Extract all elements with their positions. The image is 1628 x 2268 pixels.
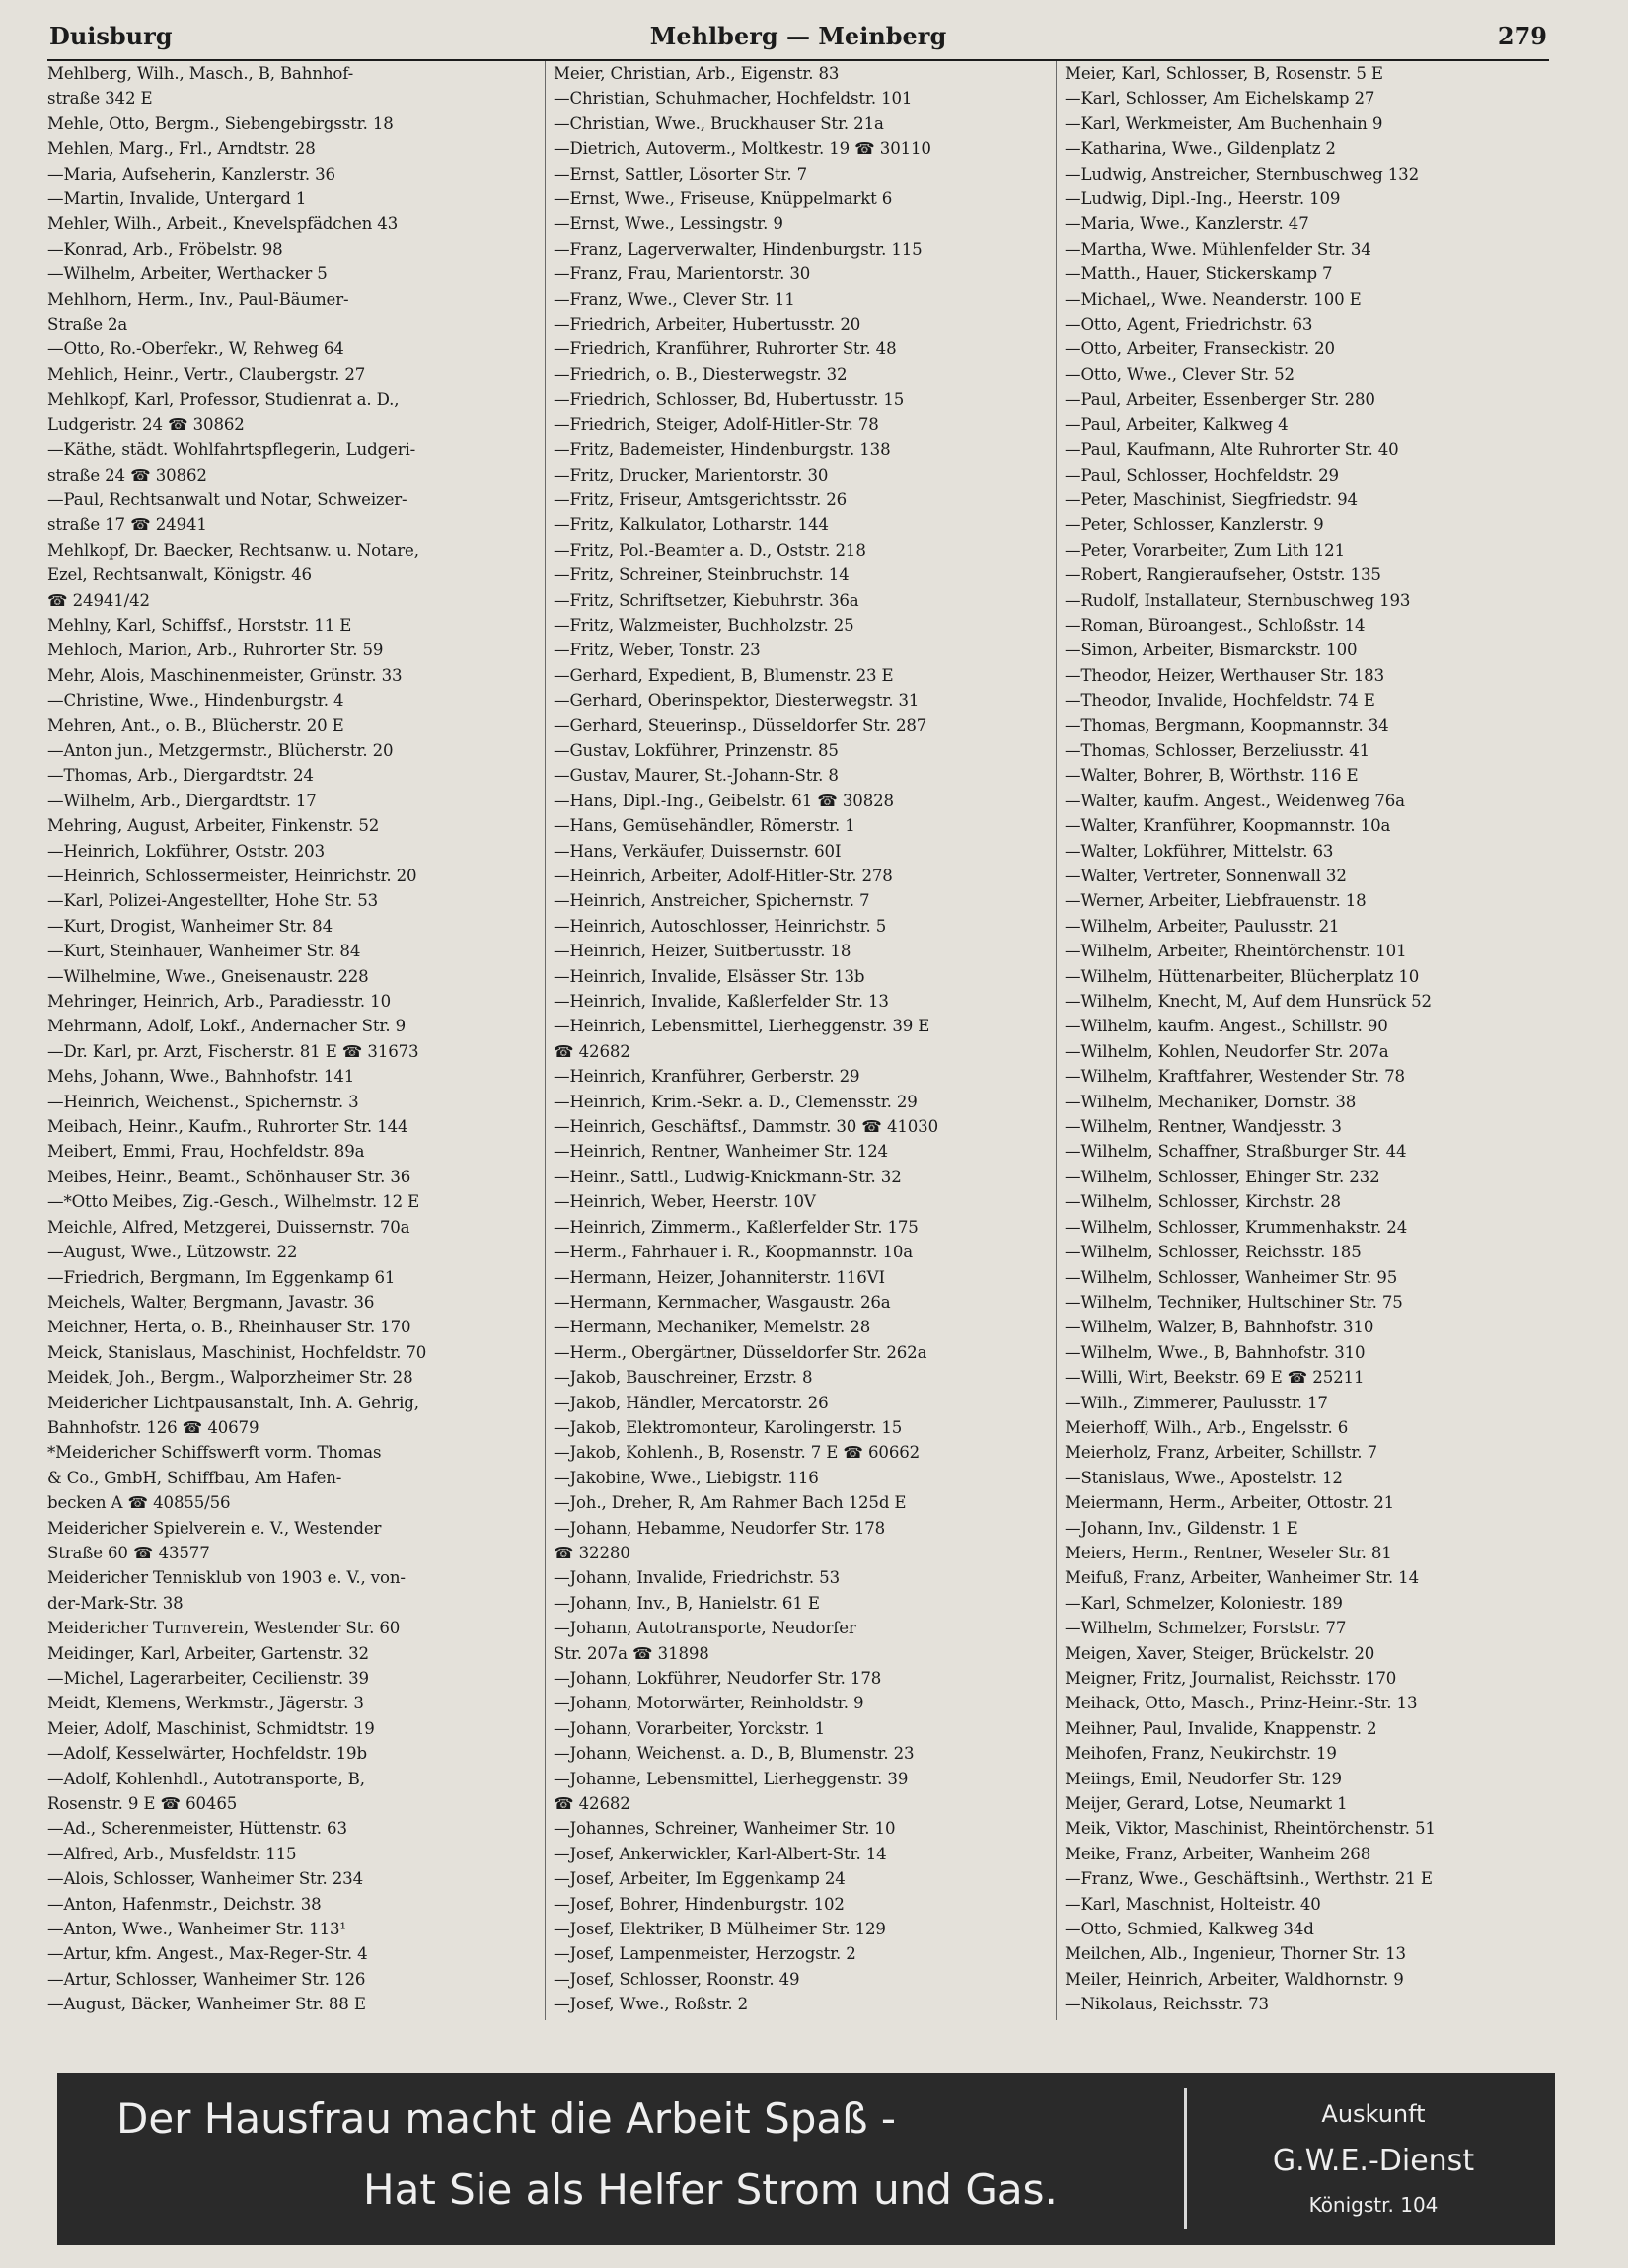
directory-entry: straße 17 ☎ 24941 [47, 515, 207, 535]
directory-entry: Mehs, Johann, Wwe., Bahnhofstr. 141 [47, 1067, 355, 1087]
directory-entry: —Wilhelm, Wwe., B, Bahnhofstr. 310 [1065, 1342, 1366, 1362]
directory-entry: Meier, Karl, Schlosser, B, Rosenstr. 5 E [1065, 64, 1383, 83]
directory-entry: Meibach, Heinr., Kaufm., Ruhrorter Str. 144 [47, 1117, 408, 1137]
directory-entry: Meidericher Spielverein e. V., Westender [47, 1518, 382, 1538]
directory-entry: —Josef, Wwe., Roßstr. 2 [554, 1995, 749, 2014]
directory-entry: Meidericher Lichtpausanstalt, Inh. A. Gehrig, [47, 1393, 419, 1412]
directory-entry: —Kurt, Steinhauer, Wanheimer Str. 84 [47, 942, 361, 961]
directory-entry: Mehren, Ant., o. B., Blücherstr. 20 E [47, 716, 344, 735]
directory-entry: —Heinrich, Invalide, Kaßlerfelder Str. 13 [554, 992, 889, 1012]
directory-entry: —Roman, Büroangest., Schloßstr. 14 [1065, 615, 1366, 635]
directory-entry: —August, Bäcker, Wanheimer Str. 88 E [47, 1995, 366, 2014]
directory-entry: —Otto, Ro.-Oberfekr., W, Rehweg 64 [47, 340, 344, 359]
directory-entry: Ezel, Rechtsanwalt, Königstr. 46 [47, 566, 312, 585]
directory-entry: —Jakob, Kohlenh., B, Rosenstr. 7 E ☎ 60662 [554, 1443, 921, 1463]
directory-entry: Meibert, Emmi, Frau, Hochfeldstr. 89a [47, 1142, 365, 1162]
directory-entry: Meifuß, Franz, Arbeiter, Wanheimer Str. 14 [1065, 1568, 1419, 1588]
directory-entry: —Jakob, Elektromonteur, Karolingerstr. 15 [554, 1417, 903, 1437]
directory-entry: —Ludwig, Dipl.-Ing., Heerstr. 109 [1065, 189, 1341, 209]
directory-entry: Mehrmann, Adolf, Lokf., Andernacher Str. 9 [47, 1017, 407, 1036]
directory-entry: —Paul, Rechtsanwalt und Notar, Schweizer- [47, 490, 407, 509]
directory-entry: Mehlich, Heinr., Vertr., Claubergstr. 27 [47, 364, 366, 384]
directory-entry: —Wilhelm, Arbeiter, Werthacker 5 [47, 265, 328, 284]
directory-entry: —Anton, Wwe., Wanheimer Str. 113¹ [47, 1920, 346, 1939]
directory-entry: —Johann, Invalide, Friedrichstr. 53 [554, 1568, 840, 1588]
directory-entry: —Anton jun., Metzgermstr., Blücherstr. 20 [47, 740, 394, 760]
directory-entry: —Friedrich, Steiger, Adolf-Hitler-Str. 78 [554, 415, 879, 434]
directory-entry: —Johanne, Lebensmittel, Lierheggenstr. 39 [554, 1769, 909, 1788]
directory-entry: Meier, Christian, Arb., Eigenstr. 83 [554, 64, 840, 83]
directory-entry: —Martha, Wwe. Mühlenfelder Str. 34 [1065, 239, 1371, 259]
ad-slogan [57, 2073, 1184, 2245]
directory-columns [47, 61, 1551, 2020]
directory-entry: —Heinrich, Arbeiter, Adolf-Hitler-Str. 278 [554, 867, 893, 885]
ad-contact-address: Königstr. 104 [1308, 2193, 1439, 2217]
directory-entry: Meilchen, Alb., Ingenieur, Thorner Str. 13 [1065, 1944, 1406, 1964]
directory-entry: —Stanislaus, Wwe., Apostelstr. 12 [1065, 1468, 1343, 1487]
directory-entry: —Ernst, Wwe., Friseuse, Knüppelmarkt 6 [554, 189, 893, 209]
directory-entry: Mehlberg, Wilh., Masch., B, Bahnhof- [47, 64, 354, 83]
directory-entry: —Wilhelm, Arb., Diergardtstr. 17 [47, 791, 317, 810]
directory-entry: Meichels, Walter, Bergmann, Javastr. 36 [47, 1292, 375, 1312]
ad-contact-title: G.W.E.-Dienst [1272, 2144, 1475, 2178]
directory-entry: Ludgeristr. 24 ☎ 30862 [47, 415, 245, 434]
directory-entry: —Otto, Agent, Friedrichstr. 63 [1065, 315, 1313, 335]
directory-entry: —Artur, Schlosser, Wanheimer Str. 126 [47, 1969, 366, 1989]
directory-entry: —Gerhard, Oberinspektor, Diesterwegstr. 31 [554, 691, 920, 711]
directory-entry: —Willi, Wirt, Beekstr. 69 E ☎ 25211 [1065, 1368, 1365, 1388]
directory-entry: Mehlen, Marg., Frl., Arndtstr. 28 [47, 139, 316, 159]
directory-entry: —Wilhelm, Schlosser, Ehinger Str. 232 [1065, 1167, 1380, 1186]
directory-entry: ☎ 24941/42 [47, 590, 150, 610]
directory-entry: —Franz, Wwe., Geschäftsinh., Werthstr. 21 E [1065, 1869, 1433, 1889]
directory-entry: —Wilhelm, Schlosser, Wanheimer Str. 95 [1065, 1267, 1398, 1287]
directory-entry: —Jakob, Händler, Mercatorstr. 26 [554, 1393, 829, 1412]
ad-contact [1192, 2073, 1555, 2245]
directory-entry: Meierholz, Franz, Arbeiter, Schillstr. 7 [1065, 1443, 1377, 1463]
directory-entry: —*Otto Meibes, Zig.-Gesch., Wilhelmstr. 12 E [47, 1192, 420, 1212]
directory-entry: —Wilhelm, Schaffner, Straßburger Str. 44 [1065, 1142, 1407, 1162]
ad-contact-label: Auskunft [1321, 2100, 1426, 2128]
directory-entry: —Matth., Hauer, Stickerskamp 7 [1065, 265, 1333, 284]
directory-entry: Meidt, Klemens, Werkmstr., Jägerstr. 3 [47, 1694, 364, 1713]
directory-entry: —Wilhelmine, Wwe., Gneisenaustr. 228 [47, 966, 369, 986]
directory-entry: —Johann, Inv., B, Hanielstr. 61 E [554, 1593, 820, 1613]
directory-entry: —Robert, Rangieraufseher, Oststr. 135 [1065, 566, 1381, 585]
directory-entry: ☎ 42682 [554, 1041, 630, 1061]
directory-entry: —Karl, Maschnist, Holteistr. 40 [1065, 1894, 1321, 1914]
directory-entry: —Alfred, Arb., Musfeldstr. 115 [47, 1844, 297, 1863]
directory-entry: Mehlhorn, Herm., Inv., Paul-Bäumer- [47, 289, 349, 309]
directory-entry: Meihack, Otto, Masch., Prinz-Heinr.-Str. 13 [1065, 1694, 1418, 1713]
directory-entry: & Co., GmbH, Schiffbau, Am Hafen- [47, 1468, 342, 1487]
directory-entry: —Dr. Karl, pr. Arzt, Fischerstr. 81 E ☎ 31673 [47, 1041, 419, 1061]
directory-entry: —Herm., Fahrhauer i. R., Koopmannstr. 10a [554, 1243, 913, 1262]
directory-entry: —Paul, Kaufmann, Alte Ruhrorter Str. 40 [1065, 440, 1399, 460]
directory-entry: —Heinrich, Autoschlosser, Heinrichstr. 5 [554, 916, 887, 936]
directory-entry: Mehloch, Marion, Arb., Ruhrorter Str. 59 [47, 641, 384, 660]
directory-entry: straße 342 E [47, 89, 153, 109]
directory-entry: —Josef, Schlosser, Roonstr. 49 [554, 1969, 800, 1989]
ad-divider [1184, 2088, 1187, 2229]
directory-entry: —Thomas, Schlosser, Berzeliusstr. 41 [1065, 740, 1370, 760]
directory-entry: Meike, Franz, Arbeiter, Wanheim 268 [1065, 1844, 1371, 1863]
directory-entry: —Maria, Aufseherin, Kanzlerstr. 36 [47, 164, 335, 184]
directory-entry: becken A ☎ 40855/56 [47, 1493, 231, 1513]
directory-entry: —Wilhelm, Techniker, Hultschiner Str. 75 [1065, 1292, 1403, 1312]
directory-entry: Mehler, Wilh., Arbeit., Knevelspfädchen 43 [47, 214, 399, 234]
directory-entry: —Josef, Arbeiter, Im Eggenkamp 24 [554, 1869, 846, 1889]
directory-entry: —Johann, Vorarbeiter, Yorckstr. 1 [554, 1718, 826, 1738]
directory-entry [47, 2017, 535, 2020]
directory-entry: Meidericher Turnverein, Westender Str. 60 [47, 1619, 401, 1638]
directory-entry: Mehle, Otto, Bergm., Siebengebirgsstr. 18 [47, 113, 394, 133]
directory-entry: —Ad., Scherenmeister, Hüttenstr. 63 [47, 1819, 347, 1839]
directory-entry: —Gustav, Lokführer, Prinzenstr. 85 [554, 740, 839, 760]
header-range: Mehlberg — Meinberg [649, 22, 947, 50]
directory-entry: Meierhoff, Wilh., Arb., Engelsstr. 6 [1065, 1417, 1349, 1437]
directory-entry: —Hermann, Heizer, Johanniterstr. 116VI [554, 1267, 885, 1287]
directory-entry: —Wilh., Zimmerer, Paulusstr. 17 [1065, 1393, 1328, 1412]
directory-entry: —Heinrich, Anstreicher, Spichernstr. 7 [554, 891, 870, 911]
directory-entry: —Michel, Lagerarbeiter, Cecilienstr. 39 [47, 1669, 369, 1688]
directory-entry [554, 2017, 1052, 2020]
directory-entry: —Friedrich, Kranführer, Ruhrorter Str. 48 [554, 340, 897, 359]
directory-entry: Mehlkopf, Dr. Baecker, Rechtsanw. u. Notare, [47, 540, 419, 560]
directory-entry: —Fritz, Pol.-Beamter a. D., Oststr. 218 [554, 540, 866, 560]
directory-entry: —Rudolf, Installateur, Sternbuschweg 193 [1065, 590, 1411, 610]
directory-entry: —Hans, Gemüsehändler, Römerstr. 1 [554, 816, 855, 836]
directory-entry: —Hermann, Kernmacher, Wasgaustr. 26a [554, 1292, 891, 1312]
directory-entry: —Walter, kaufm. Angest., Weidenweg 76a [1065, 791, 1405, 810]
directory-entry: —Johann, Autotransporte, Neudorfer [554, 1619, 856, 1638]
directory-entry: Str. 207a ☎ 31898 [554, 1643, 709, 1663]
directory-entry: Meidericher Tennisklub von 1903 e. V., von- [47, 1568, 406, 1588]
directory-entry: —Wilhelm, Hüttenarbeiter, Blücherplatz 10 [1065, 966, 1420, 986]
directory-entry: —Katharina, Wwe., Gildenplatz 2 [1065, 139, 1336, 159]
directory-entry: —Theodor, Invalide, Hochfeldstr. 74 E [1065, 691, 1375, 711]
directory-entry: —Hans, Verkäufer, Duissernstr. 60I [554, 841, 842, 861]
directory-entry: —Wilhelm, Walzer, B, Bahnhofstr. 310 [1065, 1318, 1374, 1337]
directory-entry: —Werner, Arbeiter, Liebfrauenstr. 18 [1065, 891, 1367, 911]
directory-entry: —Karl, Schlosser, Am Eichelskamp 27 [1065, 89, 1375, 109]
directory-entry: Meier, Adolf, Maschinist, Schmidtstr. 19 [47, 1718, 375, 1738]
directory-entry: —Dietrich, Autoverm., Moltkestr. 19 ☎ 30110 [554, 139, 931, 159]
directory-entry: Meihner, Paul, Invalide, Knappenstr. 2 [1065, 1718, 1377, 1738]
directory-entry: Meibes, Heinr., Beamt., Schönhauser Str. 36 [47, 1167, 411, 1186]
directory-entry: —Jakobine, Wwe., Liebigstr. 116 [554, 1468, 819, 1487]
directory-entry: —Gustav, Maurer, St.-Johann-Str. 8 [554, 766, 839, 786]
directory-entry: —Otto, Wwe., Clever Str. 52 [1065, 364, 1295, 384]
directory-entry: —Johann, Hebamme, Neudorfer Str. 178 [554, 1518, 886, 1538]
page-number: 279 [1497, 22, 1547, 50]
directory-entry: —Otto, Schmied, Kalkweg 34d [1065, 1920, 1314, 1939]
directory-entry: —Paul, Schlosser, Hochfeldstr. 29 [1065, 465, 1339, 485]
directory-entry: —Ludwig, Anstreicher, Sternbuschweg 132 [1065, 164, 1420, 184]
directory-entry: Meiings, Emil, Neudorfer Str. 129 [1065, 1769, 1342, 1788]
directory-entry: Meik, Viktor, Maschinist, Rheintörchenstr. 51 [1065, 1819, 1436, 1839]
directory-entry: —Paul, Arbeiter, Kalkweg 4 [1065, 415, 1289, 434]
directory-entry: Meichner, Herta, o. B., Rheinhauser Str. 170 [47, 1318, 411, 1337]
directory-entry: —Wilhelm, Rentner, Wandjesstr. 3 [1065, 1117, 1342, 1137]
directory-entry: —Thomas, Arb., Diergardtstr. 24 [47, 766, 314, 786]
directory-entry: —Peter, Vorarbeiter, Zum Lith 121 [1065, 540, 1345, 560]
directory-entry: —Fritz, Walzmeister, Buchholzstr. 25 [554, 615, 854, 635]
directory-entry: —Karl, Schmelzer, Koloniestr. 189 [1065, 1593, 1343, 1613]
directory-entry: Straße 2a [47, 315, 128, 335]
directory-entry: —Walter, Bohrer, B, Wörthstr. 116 E [1065, 766, 1359, 786]
directory-entry: Meichle, Alfred, Metzgerei, Duissernstr. 70a [47, 1217, 410, 1237]
directory-entry: —Anton, Hafenmstr., Deichstr. 38 [47, 1894, 322, 1914]
directory-entry: —Fritz, Friseur, Amtsgerichtsstr. 26 [554, 490, 848, 509]
directory-entry: —Maria, Wwe., Kanzlerstr. 47 [1065, 214, 1309, 234]
directory-entry: —Fritz, Schriftsetzer, Kiebuhrstr. 36a [554, 590, 859, 610]
directory-entry: Mehlkopf, Karl, Professor, Studienrat a. D., [47, 390, 400, 410]
directory-entry: Straße 60 ☎ 43577 [47, 1543, 210, 1562]
directory-entry: —Karl, Werkmeister, Am Buchenhain 9 [1065, 113, 1383, 133]
directory-entry: —Nikolaus, Reichsstr. 73 [1065, 1995, 1269, 2014]
directory-entry: —Wilhelm, Schlosser, Kirchstr. 28 [1065, 1192, 1341, 1212]
directory-entry: —Franz, Frau, Marientorstr. 30 [554, 265, 811, 284]
directory-entry: —Thomas, Bergmann, Koopmannstr. 34 [1065, 716, 1389, 735]
directory-entry: —Hermann, Mechaniker, Memelstr. 28 [554, 1318, 871, 1337]
directory-column-2 [545, 61, 1052, 2020]
directory-entry: —Christine, Wwe., Hindenburgstr. 4 [47, 691, 344, 711]
directory-entry: —Joh., Dreher, R, Am Rahmer Bach 125d E [554, 1493, 907, 1513]
directory-entry: Meigner, Fritz, Journalist, Reichsstr. 170 [1065, 1669, 1397, 1688]
directory-entry: —Ernst, Wwe., Lessingstr. 9 [554, 214, 783, 234]
directory-entry: —Heinrich, Geschäftsf., Dammstr. 30 ☎ 41030 [554, 1117, 938, 1137]
directory-entry: —Wilhelm, Mechaniker, Dornstr. 38 [1065, 1092, 1357, 1111]
directory-entry: —Johann, Lokführer, Neudorfer Str. 178 [554, 1669, 882, 1688]
directory-entry: —Josef, Ankerwickler, Karl-Albert-Str. 14 [554, 1844, 887, 1863]
directory-entry: *Meidericher Schiffswerft vorm. Thomas [47, 1443, 382, 1463]
directory-entry: —Fritz, Drucker, Marientorstr. 30 [554, 465, 829, 485]
directory-entry: Meiermann, Herm., Arbeiter, Ottostr. 21 [1065, 1493, 1395, 1513]
directory-entry: —Wilhelm, Schlosser, Reichsstr. 185 [1065, 1243, 1362, 1262]
directory-entry: —Artur, kfm. Angest., Max-Reger-Str. 4 [47, 1944, 368, 1964]
directory-entry: —Wilhelm, Schmelzer, Forststr. 77 [1065, 1619, 1347, 1638]
directory-entry: —Friedrich, o. B., Diesterwegstr. 32 [554, 364, 848, 384]
directory-entry: —Wilhelm, Arbeiter, Rheintörchenstr. 101 [1065, 942, 1407, 961]
directory-entry: —Heinr., Sattl., Ludwig-Knickmann-Str. 32 [554, 1167, 902, 1186]
header-city: Duisburg [49, 22, 173, 50]
directory-entry: —Konrad, Arb., Fröbelstr. 98 [47, 239, 283, 259]
directory-entry: —Karl, Polizei-Angestellter, Hohe Str. 53 [47, 891, 379, 911]
directory-entry: —Fritz, Bademeister, Hindenburgstr. 138 [554, 440, 891, 460]
directory-entry: —Paul, Arbeiter, Essenberger Str. 280 [1065, 390, 1375, 410]
directory-entry: —Otto, Arbeiter, Franseckistr. 20 [1065, 340, 1335, 359]
directory-entry: —Heinrich, Krim.-Sekr. a. D., Clemensstr. 29 [554, 1092, 918, 1111]
directory-entry: der-Mark-Str. 38 [47, 1593, 184, 1613]
directory-entry: ☎ 32280 [554, 1543, 630, 1562]
directory-entry: Mehr, Alois, Maschinenmeister, Grünstr. 33 [47, 665, 403, 685]
directory-entry: —Johann, Inv., Gildenstr. 1 E [1065, 1518, 1298, 1538]
directory-entry: —Peter, Maschinist, Siegfriedstr. 94 [1065, 490, 1358, 509]
directory-entry: —August, Wwe., Lützowstr. 22 [47, 1243, 298, 1262]
directory-entry: —Heinrich, Invalide, Elsässer Str. 13b [554, 966, 865, 986]
directory-entry [1065, 2017, 1558, 2020]
directory-entry: —Friedrich, Arbeiter, Hubertusstr. 20 [554, 315, 861, 335]
directory-entry: Meihofen, Franz, Neukirchstr. 19 [1065, 1744, 1337, 1764]
directory-entry: —Jakob, Bauschreiner, Erzstr. 8 [554, 1368, 813, 1388]
directory-entry: —Walter, Vertreter, Sonnenwall 32 [1065, 867, 1347, 885]
directory-entry: —Simon, Arbeiter, Bismarckstr. 100 [1065, 641, 1358, 660]
directory-entry: —Heinrich, Rentner, Wanheimer Str. 124 [554, 1142, 888, 1162]
directory-entry: —Käthe, städt. Wohlfahrtspflegerin, Ludgeri- [47, 440, 416, 460]
directory-entry: —Fritz, Kalkulator, Lotharstr. 144 [554, 515, 829, 535]
directory-entry: —Alois, Schlosser, Wanheimer Str. 234 [47, 1869, 363, 1889]
ad-slogan-line-1: Der Hausfrau macht die Arbeit Spaß - [116, 2094, 897, 2143]
directory-entry: —Gerhard, Steuerinsp., Düsseldorfer Str. 287 [554, 716, 927, 735]
directory-entry: —Christian, Schuhmacher, Hochfeldstr. 101 [554, 89, 913, 109]
directory-entry: —Wilhelm, Kohlen, Neudorfer Str. 207a [1065, 1041, 1389, 1061]
directory-entry: —Kurt, Drogist, Wanheimer Str. 84 [47, 916, 333, 936]
directory-entry: —Fritz, Schreiner, Steinbruchstr. 14 [554, 566, 850, 585]
ad-slogan-line-2: Hat Sie als Helfer Strom und Gas. [363, 2165, 1058, 2214]
directory-entry: Meiers, Herm., Rentner, Weseler Str. 81 [1065, 1543, 1392, 1562]
directory-entry: —Wilhelm, Arbeiter, Paulusstr. 21 [1065, 916, 1340, 936]
directory-entry: ☎ 42682 [554, 1794, 630, 1814]
directory-entry: —Heinrich, Zimmerm., Kaßlerfelder Str. 175 [554, 1217, 919, 1237]
directory-entry: —Heinrich, Lokführer, Oststr. 203 [47, 841, 325, 861]
page-header [47, 20, 1549, 61]
directory-column-3 [1056, 61, 1558, 2020]
directory-entry: —Christian, Wwe., Bruckhauser Str. 21a [554, 113, 884, 133]
directory-entry: —Friedrich, Bergmann, Im Eggenkamp 61 [47, 1267, 396, 1287]
directory-entry: —Peter, Schlosser, Kanzlerstr. 9 [1065, 515, 1324, 535]
directory-entry: —Heinrich, Lebensmittel, Lierheggenstr. 39 E [554, 1017, 930, 1036]
directory-entry: Mehlny, Karl, Schiffsf., Horststr. 11 E [47, 615, 352, 635]
directory-entry: Meidinger, Karl, Arbeiter, Gartenstr. 32 [47, 1643, 369, 1663]
directory-entry: —Johann, Weichenst. a. D., B, Blumenstr. 23 [554, 1744, 915, 1764]
directory-entry: Mehringer, Heinrich, Arb., Paradiesstr. 10 [47, 992, 392, 1012]
directory-entry: —Franz, Wwe., Clever Str. 11 [554, 289, 795, 309]
directory-entry: —Walter, Kranführer, Koopmannstr. 10a [1065, 816, 1391, 836]
directory-entry: Meidek, Joh., Bergm., Walporzheimer Str. 28 [47, 1368, 413, 1388]
directory-entry: —Ernst, Sattler, Lösorter Str. 7 [554, 164, 808, 184]
directory-entry: —Michael,, Wwe. Neanderstr. 100 E [1065, 289, 1362, 309]
directory-entry: straße 24 ☎ 30862 [47, 465, 207, 485]
directory-entry: —Adolf, Kohlenhdl., Autotransporte, B, [47, 1769, 365, 1788]
directory-entry: —Josef, Lampenmeister, Herzogstr. 2 [554, 1944, 856, 1964]
directory-entry: —Heinrich, Schlossermeister, Heinrichstr. 20 [47, 867, 417, 885]
directory-entry: Meigen, Xaver, Steiger, Brückelstr. 20 [1065, 1643, 1375, 1663]
directory-entry: Meijer, Gerard, Lotse, Neumarkt 1 [1065, 1794, 1348, 1814]
directory-entry: —Gerhard, Expedient, B, Blumenstr. 23 E [554, 665, 894, 685]
directory-entry: Mehring, August, Arbeiter, Finkenstr. 52 [47, 816, 380, 836]
directory-entry: Bahnhofstr. 126 ☎ 40679 [47, 1417, 259, 1437]
directory-entry: —Johann, Motorwärter, Reinholdstr. 9 [554, 1694, 864, 1713]
directory-entry: —Adolf, Kesselwärter, Hochfeldstr. 19b [47, 1744, 367, 1764]
directory-entry: Meiler, Heinrich, Arbeiter, Waldhornstr. 9 [1065, 1969, 1404, 1989]
directory-entry: —Martin, Invalide, Untergard 1 [47, 189, 307, 209]
directory-entry: —Heinrich, Heizer, Suitbertusstr. 18 [554, 942, 851, 961]
directory-entry: —Franz, Lagerverwalter, Hindenburgstr. 115 [554, 239, 923, 259]
directory-entry: —Walter, Lokführer, Mittelstr. 63 [1065, 841, 1334, 861]
directory-entry: —Theodor, Heizer, Werthauser Str. 183 [1065, 665, 1384, 685]
directory-entry: —Wilhelm, Schlosser, Krummenhakstr. 24 [1065, 1217, 1408, 1237]
directory-entry: —Fritz, Weber, Tonstr. 23 [554, 641, 761, 660]
directory-entry: —Heinrich, Kranführer, Gerberstr. 29 [554, 1067, 860, 1087]
advertisement-banner [57, 2073, 1555, 2245]
directory-entry: —Heinrich, Weichenst., Spichernstr. 3 [47, 1092, 359, 1111]
directory-column-1 [47, 61, 535, 2020]
directory-entry: —Herm., Obergärtner, Düsseldorfer Str. 262a [554, 1342, 927, 1362]
directory-entry: Meick, Stanislaus, Maschinist, Hochfeldstr. 70 [47, 1342, 427, 1362]
directory-entry: —Wilhelm, kaufm. Angest., Schillstr. 90 [1065, 1017, 1388, 1036]
directory-entry: Rosenstr. 9 E ☎ 60465 [47, 1794, 238, 1814]
directory-entry: —Friedrich, Schlosser, Bd, Hubertusstr. 15 [554, 390, 905, 410]
directory-entry: —Josef, Bohrer, Hindenburgstr. 102 [554, 1894, 845, 1914]
directory-entry: —Johannes, Schreiner, Wanheimer Str. 10 [554, 1819, 896, 1839]
directory-entry: —Wilhelm, Kraftfahrer, Westender Str. 78 [1065, 1067, 1405, 1087]
directory-entry: —Heinrich, Weber, Heerstr. 10V [554, 1192, 816, 1212]
directory-entry: —Josef, Elektriker, B Mülheimer Str. 129 [554, 1920, 886, 1939]
directory-entry: —Hans, Dipl.-Ing., Geibelstr. 61 ☎ 30828 [554, 791, 894, 810]
directory-entry: —Wilhelm, Knecht, M, Auf dem Hunsrück 52 [1065, 992, 1432, 1012]
